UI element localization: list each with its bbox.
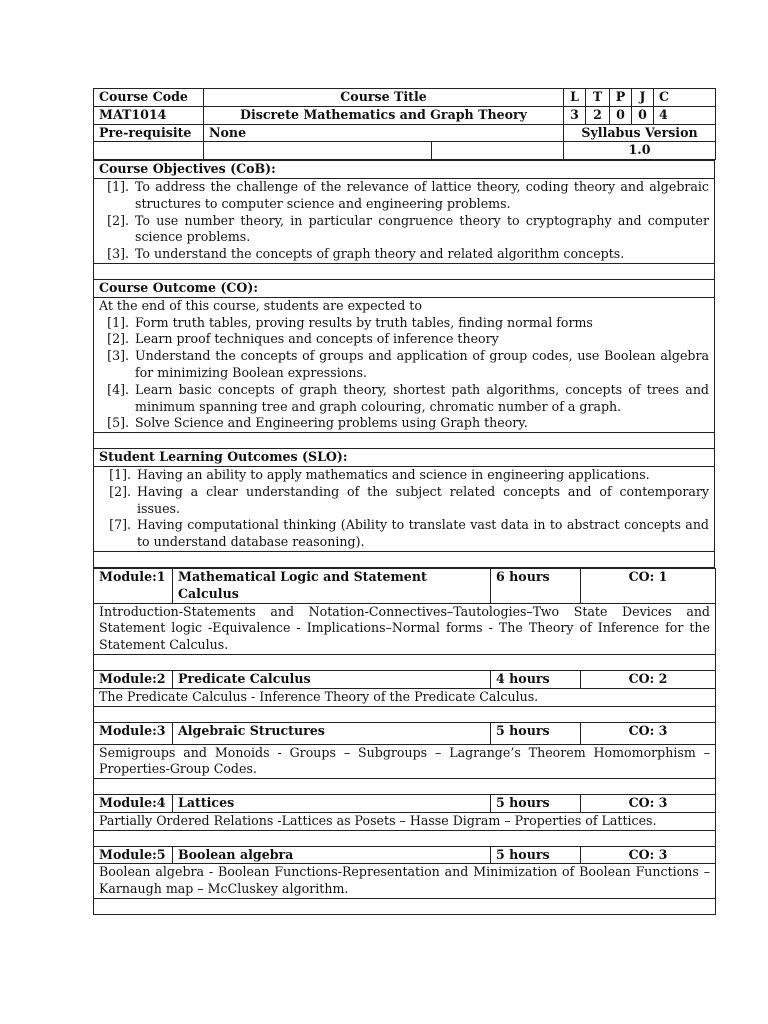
ltpjc-value-p: 0 (610, 106, 632, 124)
ltpjc-label-l: L (564, 89, 586, 107)
ltpjc-label-j: J (632, 89, 654, 107)
module-label: Module:5 (94, 846, 173, 864)
item-number: [7]. (109, 517, 131, 533)
objectives-list-cell (94, 178, 715, 263)
course-code-label: Course Code (94, 89, 204, 107)
spacer-row (94, 899, 716, 915)
list-item (99, 179, 709, 213)
module-body: Partially Ordered Relations -Lattices as Posets – Hasse Digram – Properties of Lattices. (94, 812, 716, 830)
module-hours: 5 hours (491, 795, 581, 813)
item-text: Solve Science and Engineering problems using Graph theory. (135, 415, 528, 431)
spacer-row (94, 654, 716, 670)
course-title-label: Course Title (204, 89, 564, 107)
syllabus-version-label: Syllabus Version (564, 124, 716, 142)
course-header-table (93, 88, 716, 160)
item-number: [1]. (107, 178, 129, 194)
empty-cell (204, 142, 432, 160)
item-text: Having an ability to apply mathematics and science in engineering applications. (137, 466, 650, 482)
list-item (99, 246, 709, 263)
module-title: Predicate Calculus (173, 670, 491, 688)
ltpjc-label-c: C (654, 89, 716, 107)
spacer-row (94, 706, 716, 722)
slo-list-cell (94, 466, 715, 551)
list-item (99, 415, 709, 432)
module-body: Boolean algebra - Boolean Functions-Representation and Minimization of Boolean Functions –Karnaugh map – McCluskey algorithm. (94, 864, 716, 899)
module-title: Mathematical Logic and Statement Calculus (173, 568, 491, 603)
spacer-row (94, 779, 716, 795)
prerequisite-value: None (204, 124, 564, 142)
list-item (99, 484, 709, 518)
item-text: To use number theory, in particular congruence theory to cryptography and computer science problems. (135, 212, 709, 245)
module-label: Module:2 (94, 670, 173, 688)
syllabus-sheet (93, 88, 715, 915)
module-body: Semigroups and Monoids - Groups – Subgroups – Lagrange’s Theorem Homomorphism – Properties-Group Codes. (94, 744, 716, 779)
item-text: Understand the concepts of groups and application of group codes, use Boolean algebra for minimizing Boolean expressions. (135, 348, 709, 380)
item-text: Learn proof techniques and concepts of inference theory (135, 331, 499, 347)
item-number: [2]. (109, 483, 131, 499)
spacer-row (94, 830, 716, 846)
module-co: CO: 3 (581, 846, 716, 864)
list-item (99, 348, 709, 382)
slo-list (99, 467, 709, 551)
item-text: To address the challenge of the relevance of lattice theory, coding theory and algebraic structures to computer science and engineering problems. (135, 178, 709, 211)
item-number: [2]. (107, 331, 129, 347)
module-body: Introduction-Statements and Notation-Connectives–Tautologies–Two State Devices and Statement logic -Equivalence - Implications–Normal forms - The Theory of Inference for the Statement Calculus. (94, 603, 716, 654)
syllabus-version: 1.0 (564, 142, 716, 160)
spacer-row (94, 551, 715, 567)
list-item (99, 517, 709, 551)
item-number: [5]. (107, 415, 129, 431)
module-title: Algebraic Structures (173, 722, 491, 744)
ltpjc-value-j: 0 (632, 106, 654, 124)
objectives-heading: Course Objectives (CoB): (94, 161, 715, 179)
outcomes-heading: Course Outcome (CO): (94, 279, 715, 297)
empty-cell (94, 142, 204, 160)
module-title: Boolean algebra (173, 846, 491, 864)
ltpjc-value-t: 2 (586, 106, 610, 124)
empty-cell (432, 142, 564, 160)
module-label: Module:4 (94, 795, 173, 813)
module-co: CO: 1 (581, 568, 716, 603)
item-number: [1]. (109, 466, 131, 482)
ltpjc-label-p: P (610, 89, 632, 107)
module-co: CO: 3 (581, 722, 716, 744)
outcomes-list (99, 315, 709, 433)
module-label: Module:1 (94, 568, 173, 603)
outcomes-intro: At the end of this course, students are expected to (99, 297, 422, 313)
prerequisite-label: Pre-requisite (94, 124, 204, 142)
module-hours: 5 hours (491, 722, 581, 744)
outcomes-list-cell (94, 297, 715, 432)
list-item (99, 315, 709, 332)
module-co: CO: 3 (581, 795, 716, 813)
item-number: [1]. (107, 314, 129, 330)
item-number: [2]. (107, 212, 129, 228)
item-text: To understand the concepts of graph theory and related algorithm concepts. (135, 246, 625, 262)
course-info-table (93, 160, 715, 568)
objectives-list (99, 179, 709, 263)
module-body: The Predicate Calculus - Inference Theory of the Predicate Calculus. (94, 688, 716, 706)
course-title: Discrete Mathematics and Graph Theory (204, 106, 564, 124)
module-co: CO: 2 (581, 670, 716, 688)
spacer-row (94, 433, 715, 449)
module-hours: 5 hours (491, 846, 581, 864)
item-text: Learn basic concepts of graph theory, shortest path algorithms, concepts of trees and minimum spanning tree and graph colouring, chromatic number of a graph. (135, 381, 709, 414)
spacer-row (94, 263, 715, 279)
slo-heading: Student Learning Outcomes (SLO): (94, 449, 715, 467)
module-label: Module:3 (94, 722, 173, 744)
module-title: Lattices (173, 795, 491, 813)
item-number: [3]. (107, 246, 129, 262)
item-text: Form truth tables, proving results by truth tables, finding normal forms (135, 314, 593, 330)
module-hours: 4 hours (491, 670, 581, 688)
ltpjc-value-c: 4 (654, 106, 716, 124)
list-item (99, 213, 709, 247)
list-item (99, 467, 709, 484)
module-hours: 6 hours (491, 568, 581, 603)
item-text: Having a clear understanding of the subject related concepts and of contemporary issues. (137, 483, 709, 516)
item-text: Having computational thinking (Ability to translate vast data in to abstract concepts and to understand database reasoning). (137, 517, 709, 550)
list-item (99, 331, 709, 348)
item-number: [3]. (107, 348, 129, 364)
item-number: [4]. (107, 381, 129, 397)
ltpjc-value-l: 3 (564, 106, 586, 124)
list-item (99, 382, 709, 416)
course-code: MAT1014 (94, 106, 204, 124)
modules-table (93, 568, 716, 915)
ltpjc-label-t: T (586, 89, 610, 107)
